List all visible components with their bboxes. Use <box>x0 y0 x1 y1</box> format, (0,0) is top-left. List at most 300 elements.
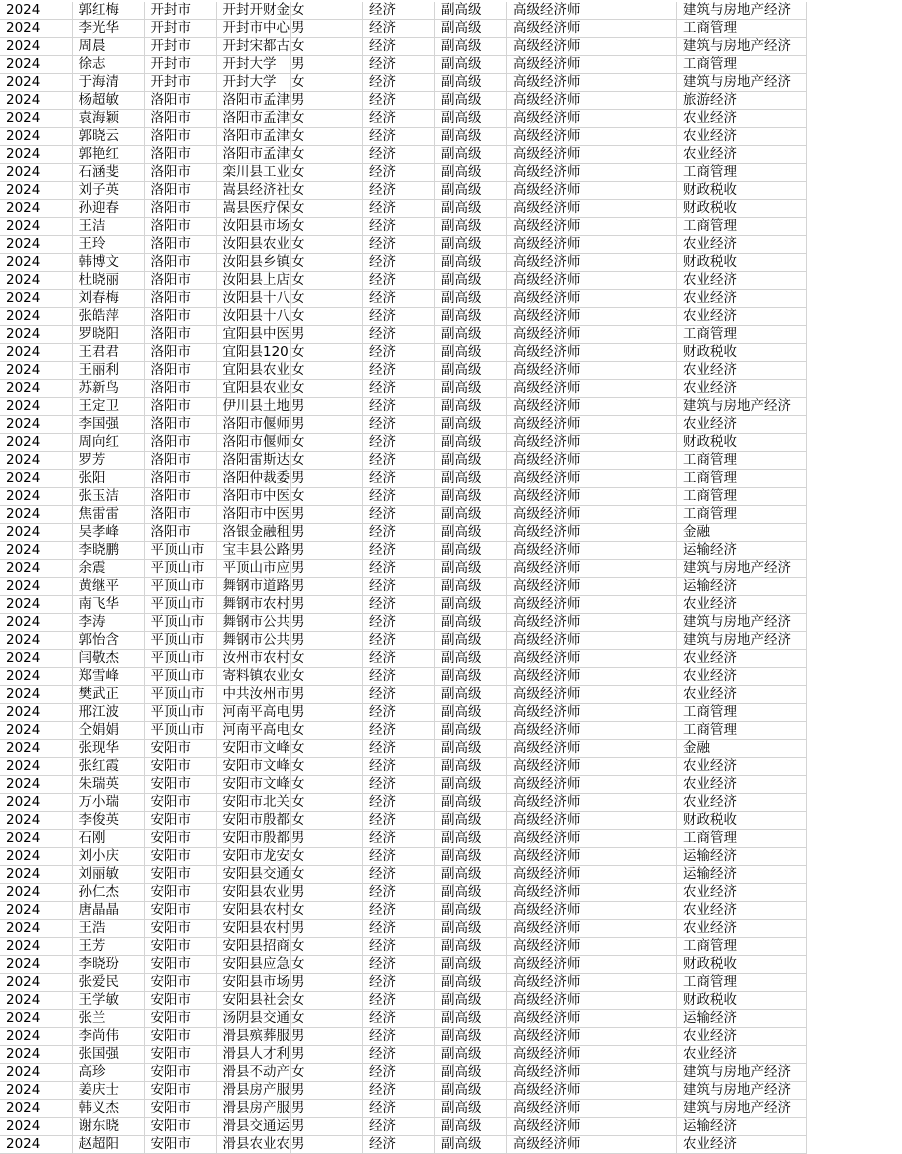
city-cell[interactable]: 安阳市 <box>144 956 216 974</box>
level-cell[interactable]: 副高级 <box>435 308 507 326</box>
level-cell[interactable]: 副高级 <box>435 398 507 416</box>
unit-cell[interactable]: 舞钢市公共 <box>216 632 291 650</box>
gender-cell[interactable]: 女 <box>291 992 363 1010</box>
series-cell[interactable]: 经济 <box>363 1010 435 1028</box>
level-cell[interactable]: 副高级 <box>435 848 507 866</box>
gender-cell[interactable]: 男 <box>291 506 363 524</box>
series-cell[interactable]: 经济 <box>363 542 435 560</box>
series-cell[interactable]: 经济 <box>363 326 435 344</box>
year-cell[interactable]: 2024 <box>0 524 72 542</box>
unit-cell[interactable]: 滑县人才利 <box>216 1046 291 1064</box>
gender-cell[interactable]: 男 <box>291 632 363 650</box>
name-cell[interactable]: 高珍 <box>72 1064 144 1082</box>
year-cell[interactable]: 2024 <box>0 830 72 848</box>
gender-cell[interactable]: 女 <box>291 380 363 398</box>
series-cell[interactable]: 经济 <box>363 686 435 704</box>
level-cell[interactable]: 副高级 <box>435 542 507 560</box>
name-cell[interactable]: 王洁 <box>72 218 144 236</box>
qualification-cell[interactable]: 高级经济师 <box>507 848 677 866</box>
level-cell[interactable]: 副高级 <box>435 866 507 884</box>
major-cell[interactable]: 农业经济 <box>677 128 807 146</box>
city-cell[interactable]: 洛阳市 <box>144 236 216 254</box>
level-cell[interactable]: 副高级 <box>435 182 507 200</box>
level-cell[interactable]: 副高级 <box>435 74 507 92</box>
series-cell[interactable]: 经济 <box>363 578 435 596</box>
qualification-cell[interactable]: 高级经济师 <box>507 362 677 380</box>
major-cell[interactable]: 农业经济 <box>677 1046 807 1064</box>
qualification-cell[interactable]: 高级经济师 <box>507 920 677 938</box>
series-cell[interactable]: 经济 <box>363 308 435 326</box>
level-cell[interactable]: 副高级 <box>435 650 507 668</box>
city-cell[interactable]: 洛阳市 <box>144 488 216 506</box>
qualification-cell[interactable]: 高级经济师 <box>507 1136 677 1154</box>
year-cell[interactable]: 2024 <box>0 110 72 128</box>
level-cell[interactable]: 副高级 <box>435 740 507 758</box>
series-cell[interactable]: 经济 <box>363 1064 435 1082</box>
qualification-cell[interactable]: 高级经济师 <box>507 650 677 668</box>
qualification-cell[interactable]: 高级经济师 <box>507 740 677 758</box>
name-cell[interactable]: 王芳 <box>72 938 144 956</box>
year-cell[interactable]: 2024 <box>0 254 72 272</box>
city-cell[interactable]: 平顶山市 <box>144 722 216 740</box>
qualification-cell[interactable]: 高级经济师 <box>507 416 677 434</box>
year-cell[interactable]: 2024 <box>0 380 72 398</box>
unit-cell[interactable]: 汝州市农村 <box>216 650 291 668</box>
year-cell[interactable]: 2024 <box>0 902 72 920</box>
series-cell[interactable]: 经济 <box>363 830 435 848</box>
city-cell[interactable]: 开封市 <box>144 38 216 56</box>
city-cell[interactable]: 平顶山市 <box>144 686 216 704</box>
level-cell[interactable]: 副高级 <box>435 56 507 74</box>
gender-cell[interactable]: 女 <box>291 362 363 380</box>
unit-cell[interactable]: 嵩县医疗保 <box>216 200 291 218</box>
year-cell[interactable]: 2024 <box>0 686 72 704</box>
qualification-cell[interactable]: 高级经济师 <box>507 956 677 974</box>
name-cell[interactable]: 王定卫 <box>72 398 144 416</box>
series-cell[interactable]: 经济 <box>363 722 435 740</box>
major-cell[interactable]: 工商管理 <box>677 470 807 488</box>
year-cell[interactable]: 2024 <box>0 578 72 596</box>
major-cell[interactable]: 建筑与房地产经济 <box>677 1082 807 1100</box>
series-cell[interactable]: 经济 <box>363 596 435 614</box>
qualification-cell[interactable]: 高级经济师 <box>507 596 677 614</box>
gender-cell[interactable]: 男 <box>291 830 363 848</box>
major-cell[interactable]: 建筑与房地产经济 <box>677 1064 807 1082</box>
level-cell[interactable]: 副高级 <box>435 380 507 398</box>
gender-cell[interactable]: 女 <box>291 812 363 830</box>
series-cell[interactable]: 经济 <box>363 20 435 38</box>
series-cell[interactable]: 经济 <box>363 452 435 470</box>
year-cell[interactable]: 2024 <box>0 992 72 1010</box>
gender-cell[interactable]: 女 <box>291 200 363 218</box>
city-cell[interactable]: 安阳市 <box>144 920 216 938</box>
series-cell[interactable]: 经济 <box>363 956 435 974</box>
major-cell[interactable]: 运输经济 <box>677 578 807 596</box>
series-cell[interactable]: 经济 <box>363 398 435 416</box>
unit-cell[interactable]: 河南平高电 <box>216 704 291 722</box>
name-cell[interactable]: 李涛 <box>72 614 144 632</box>
city-cell[interactable]: 安阳市 <box>144 1046 216 1064</box>
series-cell[interactable]: 经济 <box>363 704 435 722</box>
major-cell[interactable]: 建筑与房地产经济 <box>677 560 807 578</box>
level-cell[interactable]: 副高级 <box>435 1136 507 1154</box>
series-cell[interactable]: 经济 <box>363 236 435 254</box>
name-cell[interactable]: 徐志 <box>72 56 144 74</box>
year-cell[interactable]: 2024 <box>0 560 72 578</box>
major-cell[interactable]: 农业经济 <box>677 920 807 938</box>
major-cell[interactable]: 金融 <box>677 524 807 542</box>
qualification-cell[interactable]: 高级经济师 <box>507 218 677 236</box>
year-cell[interactable]: 2024 <box>0 20 72 38</box>
level-cell[interactable]: 副高级 <box>435 470 507 488</box>
qualification-cell[interactable]: 高级经济师 <box>507 110 677 128</box>
year-cell[interactable]: 2024 <box>0 92 72 110</box>
major-cell[interactable]: 建筑与房地产经济 <box>677 38 807 56</box>
series-cell[interactable]: 经济 <box>363 362 435 380</box>
gender-cell[interactable]: 女 <box>291 182 363 200</box>
city-cell[interactable]: 洛阳市 <box>144 416 216 434</box>
city-cell[interactable]: 洛阳市 <box>144 254 216 272</box>
series-cell[interactable]: 经济 <box>363 1028 435 1046</box>
gender-cell[interactable]: 男 <box>291 1136 363 1154</box>
major-cell[interactable]: 工商管理 <box>677 704 807 722</box>
unit-cell[interactable]: 舞钢市道路 <box>216 578 291 596</box>
city-cell[interactable]: 洛阳市 <box>144 308 216 326</box>
qualification-cell[interactable]: 高级经济师 <box>507 2 677 20</box>
year-cell[interactable]: 2024 <box>0 1064 72 1082</box>
major-cell[interactable]: 农业经济 <box>677 290 807 308</box>
gender-cell[interactable]: 男 <box>291 1046 363 1064</box>
major-cell[interactable]: 建筑与房地产经济 <box>677 398 807 416</box>
gender-cell[interactable]: 女 <box>291 236 363 254</box>
qualification-cell[interactable]: 高级经济师 <box>507 938 677 956</box>
name-cell[interactable]: 杜晓丽 <box>72 272 144 290</box>
name-cell[interactable]: 袁海颖 <box>72 110 144 128</box>
unit-cell[interactable]: 宜阳县中医 <box>216 326 291 344</box>
level-cell[interactable]: 副高级 <box>435 1100 507 1118</box>
major-cell[interactable]: 运输经济 <box>677 542 807 560</box>
year-cell[interactable]: 2024 <box>0 1136 72 1154</box>
level-cell[interactable]: 副高级 <box>435 992 507 1010</box>
major-cell[interactable]: 旅游经济 <box>677 92 807 110</box>
major-cell[interactable]: 农业经济 <box>677 416 807 434</box>
gender-cell[interactable]: 女 <box>291 1010 363 1028</box>
name-cell[interactable]: 罗芳 <box>72 452 144 470</box>
city-cell[interactable]: 洛阳市 <box>144 362 216 380</box>
unit-cell[interactable]: 洛阳市孟津 <box>216 128 291 146</box>
unit-cell[interactable]: 河南平高电 <box>216 722 291 740</box>
name-cell[interactable]: 王君君 <box>72 344 144 362</box>
gender-cell[interactable]: 男 <box>291 560 363 578</box>
qualification-cell[interactable]: 高级经济师 <box>507 992 677 1010</box>
name-cell[interactable]: 李晓玢 <box>72 956 144 974</box>
city-cell[interactable]: 平顶山市 <box>144 596 216 614</box>
unit-cell[interactable]: 中共汝州市 <box>216 686 291 704</box>
series-cell[interactable]: 经济 <box>363 1136 435 1154</box>
unit-cell[interactable]: 汝阳县十八 <box>216 308 291 326</box>
city-cell[interactable]: 洛阳市 <box>144 128 216 146</box>
gender-cell[interactable]: 男 <box>291 578 363 596</box>
level-cell[interactable]: 副高级 <box>435 776 507 794</box>
major-cell[interactable]: 农业经济 <box>677 686 807 704</box>
city-cell[interactable]: 平顶山市 <box>144 614 216 632</box>
level-cell[interactable]: 副高级 <box>435 236 507 254</box>
city-cell[interactable]: 安阳市 <box>144 884 216 902</box>
unit-cell[interactable]: 洛银金融租 <box>216 524 291 542</box>
gender-cell[interactable]: 女 <box>291 146 363 164</box>
name-cell[interactable]: 闫敬杰 <box>72 650 144 668</box>
unit-cell[interactable]: 开封大学 <box>216 74 291 92</box>
level-cell[interactable]: 副高级 <box>435 596 507 614</box>
series-cell[interactable]: 经济 <box>363 866 435 884</box>
city-cell[interactable]: 洛阳市 <box>144 200 216 218</box>
qualification-cell[interactable]: 高级经济师 <box>507 74 677 92</box>
city-cell[interactable]: 洛阳市 <box>144 326 216 344</box>
unit-cell[interactable]: 栾川县工业 <box>216 164 291 182</box>
major-cell[interactable]: 农业经济 <box>677 380 807 398</box>
unit-cell[interactable]: 安阳市文峰 <box>216 740 291 758</box>
city-cell[interactable]: 平顶山市 <box>144 632 216 650</box>
city-cell[interactable]: 洛阳市 <box>144 110 216 128</box>
name-cell[interactable]: 周向红 <box>72 434 144 452</box>
level-cell[interactable]: 副高级 <box>435 416 507 434</box>
name-cell[interactable]: 黄继平 <box>72 578 144 596</box>
year-cell[interactable]: 2024 <box>0 452 72 470</box>
name-cell[interactable]: 吴孝峰 <box>72 524 144 542</box>
year-cell[interactable]: 2024 <box>0 38 72 56</box>
series-cell[interactable]: 经济 <box>363 380 435 398</box>
level-cell[interactable]: 副高级 <box>435 758 507 776</box>
unit-cell[interactable]: 开封大学 <box>216 56 291 74</box>
major-cell[interactable]: 工商管理 <box>677 722 807 740</box>
unit-cell[interactable]: 洛阳雷斯达 <box>216 452 291 470</box>
name-cell[interactable]: 张皓萍 <box>72 308 144 326</box>
level-cell[interactable]: 副高级 <box>435 632 507 650</box>
qualification-cell[interactable]: 高级经济师 <box>507 686 677 704</box>
city-cell[interactable]: 洛阳市 <box>144 218 216 236</box>
unit-cell[interactable]: 洛阳市中医 <box>216 506 291 524</box>
year-cell[interactable]: 2024 <box>0 704 72 722</box>
gender-cell[interactable]: 女 <box>291 938 363 956</box>
level-cell[interactable]: 副高级 <box>435 902 507 920</box>
name-cell[interactable]: 樊武正 <box>72 686 144 704</box>
unit-cell[interactable]: 滑县交通运 <box>216 1118 291 1136</box>
city-cell[interactable]: 洛阳市 <box>144 470 216 488</box>
qualification-cell[interactable]: 高级经济师 <box>507 758 677 776</box>
gender-cell[interactable]: 男 <box>291 704 363 722</box>
qualification-cell[interactable]: 高级经济师 <box>507 56 677 74</box>
year-cell[interactable]: 2024 <box>0 920 72 938</box>
city-cell[interactable]: 洛阳市 <box>144 272 216 290</box>
name-cell[interactable]: 李国强 <box>72 416 144 434</box>
level-cell[interactable]: 副高级 <box>435 704 507 722</box>
qualification-cell[interactable]: 高级经济师 <box>507 200 677 218</box>
qualification-cell[interactable]: 高级经济师 <box>507 20 677 38</box>
year-cell[interactable]: 2024 <box>0 1082 72 1100</box>
city-cell[interactable]: 洛阳市 <box>144 452 216 470</box>
name-cell[interactable]: 刘春梅 <box>72 290 144 308</box>
series-cell[interactable]: 经济 <box>363 524 435 542</box>
qualification-cell[interactable]: 高级经济师 <box>507 398 677 416</box>
year-cell[interactable]: 2024 <box>0 758 72 776</box>
qualification-cell[interactable]: 高级经济师 <box>507 1082 677 1100</box>
name-cell[interactable]: 韩博文 <box>72 254 144 272</box>
year-cell[interactable]: 2024 <box>0 2 72 20</box>
series-cell[interactable]: 经济 <box>363 416 435 434</box>
year-cell[interactable]: 2024 <box>0 1010 72 1028</box>
city-cell[interactable]: 安阳市 <box>144 1136 216 1154</box>
qualification-cell[interactable]: 高级经济师 <box>507 812 677 830</box>
year-cell[interactable]: 2024 <box>0 794 72 812</box>
name-cell[interactable]: 张国强 <box>72 1046 144 1064</box>
qualification-cell[interactable]: 高级经济师 <box>507 1010 677 1028</box>
series-cell[interactable]: 经济 <box>363 758 435 776</box>
gender-cell[interactable]: 男 <box>291 884 363 902</box>
series-cell[interactable]: 经济 <box>363 650 435 668</box>
city-cell[interactable]: 平顶山市 <box>144 650 216 668</box>
name-cell[interactable]: 张红霞 <box>72 758 144 776</box>
city-cell[interactable]: 洛阳市 <box>144 182 216 200</box>
series-cell[interactable]: 经济 <box>363 434 435 452</box>
qualification-cell[interactable]: 高级经济师 <box>507 1100 677 1118</box>
series-cell[interactable]: 经济 <box>363 974 435 992</box>
level-cell[interactable]: 副高级 <box>435 1010 507 1028</box>
series-cell[interactable]: 经济 <box>363 200 435 218</box>
year-cell[interactable]: 2024 <box>0 740 72 758</box>
name-cell[interactable]: 张阳 <box>72 470 144 488</box>
year-cell[interactable]: 2024 <box>0 128 72 146</box>
major-cell[interactable]: 工商管理 <box>677 326 807 344</box>
city-cell[interactable]: 安阳市 <box>144 1100 216 1118</box>
level-cell[interactable]: 副高级 <box>435 92 507 110</box>
name-cell[interactable]: 王丽利 <box>72 362 144 380</box>
year-cell[interactable]: 2024 <box>0 344 72 362</box>
gender-cell[interactable]: 男 <box>291 92 363 110</box>
city-cell[interactable]: 安阳市 <box>144 938 216 956</box>
name-cell[interactable]: 石涵斐 <box>72 164 144 182</box>
level-cell[interactable]: 副高级 <box>435 956 507 974</box>
name-cell[interactable]: 郭红梅 <box>72 2 144 20</box>
gender-cell[interactable]: 女 <box>291 794 363 812</box>
level-cell[interactable]: 副高级 <box>435 38 507 56</box>
city-cell[interactable]: 洛阳市 <box>144 146 216 164</box>
gender-cell[interactable]: 女 <box>291 218 363 236</box>
unit-cell[interactable]: 滑县房产服 <box>216 1100 291 1118</box>
level-cell[interactable]: 副高级 <box>435 452 507 470</box>
unit-cell[interactable]: 汝阳县上店 <box>216 272 291 290</box>
unit-cell[interactable]: 洛阳市孟津 <box>216 110 291 128</box>
major-cell[interactable]: 农业经济 <box>677 884 807 902</box>
city-cell[interactable]: 安阳市 <box>144 992 216 1010</box>
qualification-cell[interactable]: 高级经济师 <box>507 164 677 182</box>
qualification-cell[interactable]: 高级经济师 <box>507 128 677 146</box>
year-cell[interactable]: 2024 <box>0 398 72 416</box>
unit-cell[interactable]: 洛阳仲裁委 <box>216 470 291 488</box>
major-cell[interactable]: 农业经济 <box>677 902 807 920</box>
series-cell[interactable]: 经济 <box>363 812 435 830</box>
city-cell[interactable]: 安阳市 <box>144 776 216 794</box>
gender-cell[interactable]: 女 <box>291 866 363 884</box>
name-cell[interactable]: 于海清 <box>72 74 144 92</box>
gender-cell[interactable]: 男 <box>291 398 363 416</box>
city-cell[interactable]: 安阳市 <box>144 902 216 920</box>
level-cell[interactable]: 副高级 <box>435 128 507 146</box>
major-cell[interactable]: 农业经济 <box>677 1136 807 1154</box>
year-cell[interactable]: 2024 <box>0 218 72 236</box>
level-cell[interactable]: 副高级 <box>435 578 507 596</box>
series-cell[interactable]: 经济 <box>363 1118 435 1136</box>
city-cell[interactable]: 安阳市 <box>144 830 216 848</box>
unit-cell[interactable]: 滑县殡葬服 <box>216 1028 291 1046</box>
gender-cell[interactable]: 男 <box>291 1028 363 1046</box>
unit-cell[interactable]: 伊川县土地 <box>216 398 291 416</box>
major-cell[interactable]: 工商管理 <box>677 506 807 524</box>
name-cell[interactable]: 郭怡含 <box>72 632 144 650</box>
year-cell[interactable]: 2024 <box>0 74 72 92</box>
gender-cell[interactable]: 女 <box>291 254 363 272</box>
name-cell[interactable]: 孙迎春 <box>72 200 144 218</box>
qualification-cell[interactable]: 高级经济师 <box>507 92 677 110</box>
major-cell[interactable]: 工商管理 <box>677 452 807 470</box>
series-cell[interactable]: 经济 <box>363 38 435 56</box>
major-cell[interactable]: 运输经济 <box>677 1118 807 1136</box>
year-cell[interactable]: 2024 <box>0 1046 72 1064</box>
name-cell[interactable]: 谢东晓 <box>72 1118 144 1136</box>
gender-cell[interactable]: 女 <box>291 668 363 686</box>
qualification-cell[interactable]: 高级经济师 <box>507 38 677 56</box>
year-cell[interactable]: 2024 <box>0 164 72 182</box>
name-cell[interactable]: 姜庆士 <box>72 1082 144 1100</box>
city-cell[interactable]: 安阳市 <box>144 758 216 776</box>
name-cell[interactable]: 刘子英 <box>72 182 144 200</box>
series-cell[interactable]: 经济 <box>363 1100 435 1118</box>
gender-cell[interactable]: 男 <box>291 416 363 434</box>
major-cell[interactable]: 建筑与房地产经济 <box>677 1100 807 1118</box>
major-cell[interactable]: 农业经济 <box>677 650 807 668</box>
unit-cell[interactable]: 舞钢市农村 <box>216 596 291 614</box>
gender-cell[interactable]: 女 <box>291 290 363 308</box>
year-cell[interactable]: 2024 <box>0 938 72 956</box>
unit-cell[interactable]: 汝阳县十八 <box>216 290 291 308</box>
gender-cell[interactable]: 男 <box>291 1082 363 1100</box>
gender-cell[interactable]: 男 <box>291 974 363 992</box>
qualification-cell[interactable]: 高级经济师 <box>507 308 677 326</box>
name-cell[interactable]: 孙仁杰 <box>72 884 144 902</box>
unit-cell[interactable]: 滑县不动产 <box>216 1064 291 1082</box>
level-cell[interactable]: 副高级 <box>435 920 507 938</box>
qualification-cell[interactable]: 高级经济师 <box>507 434 677 452</box>
major-cell[interactable]: 财政税收 <box>677 992 807 1010</box>
name-cell[interactable]: 仝娟娟 <box>72 722 144 740</box>
series-cell[interactable]: 经济 <box>363 668 435 686</box>
series-cell[interactable]: 经济 <box>363 56 435 74</box>
qualification-cell[interactable]: 高级经济师 <box>507 344 677 362</box>
unit-cell[interactable]: 洛阳市偃师 <box>216 416 291 434</box>
unit-cell[interactable]: 安阳市龙安 <box>216 848 291 866</box>
name-cell[interactable]: 焦雷雷 <box>72 506 144 524</box>
unit-cell[interactable]: 洛阳市中医 <box>216 488 291 506</box>
major-cell[interactable]: 财政税收 <box>677 434 807 452</box>
year-cell[interactable]: 2024 <box>0 326 72 344</box>
unit-cell[interactable]: 汝阳县农业 <box>216 236 291 254</box>
year-cell[interactable]: 2024 <box>0 200 72 218</box>
level-cell[interactable]: 副高级 <box>435 20 507 38</box>
qualification-cell[interactable]: 高级经济师 <box>507 488 677 506</box>
level-cell[interactable]: 副高级 <box>435 1064 507 1082</box>
major-cell[interactable]: 财政税收 <box>677 200 807 218</box>
major-cell[interactable]: 建筑与房地产经济 <box>677 2 807 20</box>
name-cell[interactable]: 李俊英 <box>72 812 144 830</box>
